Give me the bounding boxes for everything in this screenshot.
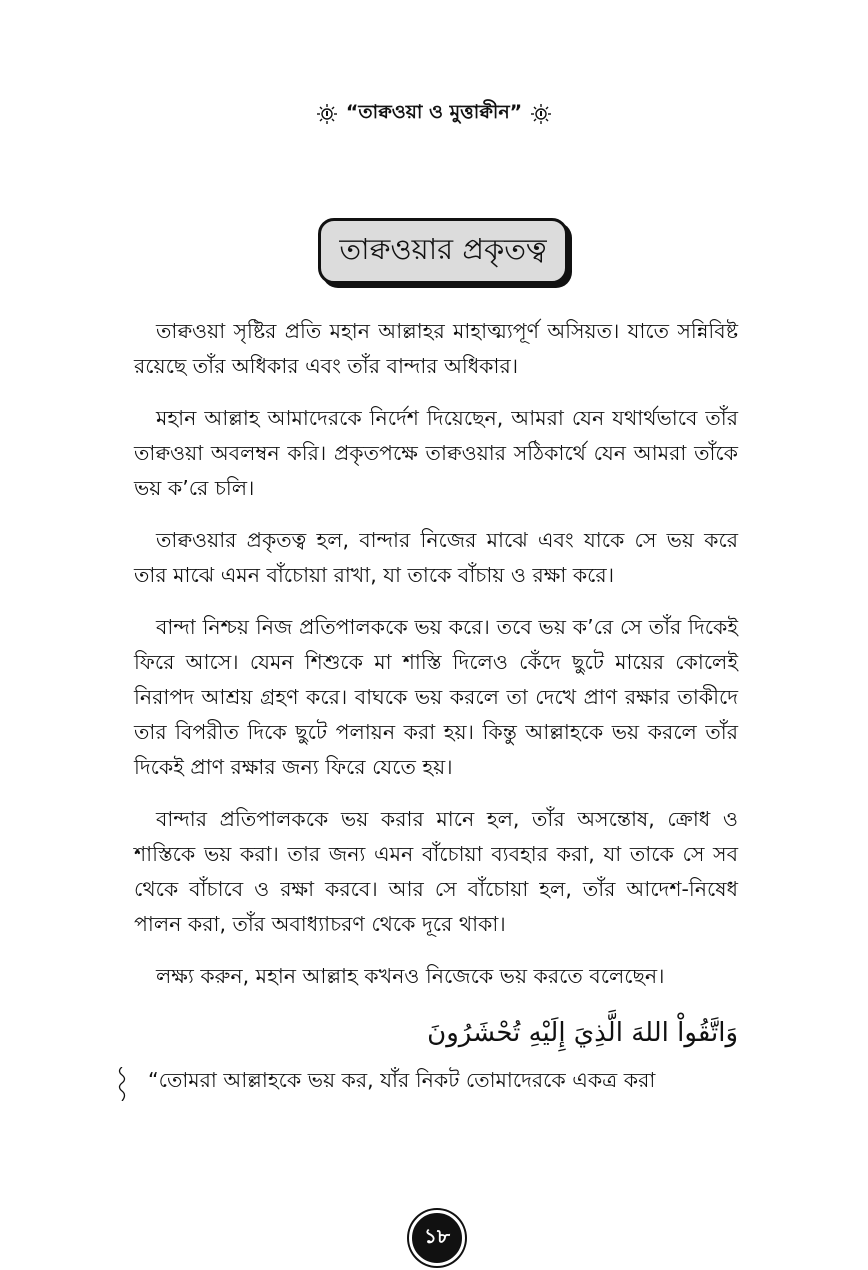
lightbulb-icon [316,103,338,125]
wavy-line-icon [116,1067,128,1101]
quote-start: “তোমরা আল্লাহকে ভয় কর, যাঁর নিকট তোমাদেরকে একত্র করা [148,1068,656,1092]
paragraph: তাক্বওয়া সৃষ্টির প্রতি মহান আল্লাহর মাহাত্ম্যপূর্ণ অসিয়ত। যাতে সন্নিবিষ্ট রয়েছে তাঁর অধিকার এবং তাঁর বান্দার অধিকার। [134,319,738,378]
running-header [0,98,868,130]
arabic-verse: وَاتَّقُواْ اللهَ الَّذِيَ إِلَيْهِ تُحْشَرُونَ [427,1018,738,1048]
paragraph: মহান আল্লাহ আমাদেরকে নির্দেশ দিয়েছেন, আমরা যেন যথার্থভাবে তাঁর তাক্বওয়া অবলম্বন করি। প্রকৃতপক্ষে তাক্বওয়ার সঠিকার্থে যেন আমরা তাঁকে ভয় ক’রে চলি। [134,406,738,500]
section-title: তাক্বওয়ার প্রকৃতত্ব [318,218,568,284]
paragraph: তাক্বওয়ার প্রকৃতত্ব হল, বান্দার নিজের মাঝে এবং যাকে সে ভয় করে তার মাঝে এমন বাঁচোয়া রাখা, যা তাকে বাঁচায় ও রক্ষা করে। [134,528,738,587]
paragraph: লক্ষ্য করুন, মহান আল্লাহ কখনও নিজেকে ভয় করতে বলেছেন। [156,964,665,988]
paragraph: বান্দার প্রতিপালককে ভয় করার মানে হল, তাঁর অসন্তোষ, ক্রোধ ও শাস্তিকে ভয় করা। তার জন্য এমন বাঁচোয়া ব্যবহার করা, যা তাকে সে সব থেকে বাঁচাবে ও রক্ষা করবে। আর সে বাঁচোয়া হল, তাঁর আদেশ-নিষেধ পালন করা, তাঁর অবাধ্যাচরণ থেকে দূরে থাকা। [134,807,738,936]
lightbulb-icon [530,103,552,125]
page-number: ১৮ [409,1210,465,1266]
body-text [134,314,738,1098]
running-title: “তাক্বওয়া ও মুত্তাক্বীন” [345,101,523,123]
quote-text [134,1063,738,1098]
paragraph: বান্দা নিশ্চয় নিজ প্রতিপালককে ভয় করে। তবে ভয় ক’রে সে তাঁর দিকেই ফিরে আসে। যেমন শিশুকে মা শাস্তি দিলেও কেঁদে ছুটে মায়ের কোলেই নিরাপদ আশ্রয় গ্রহণ করে। বাঘকে ভয় করলে তা দেখে প্রাণ রক্ষার তাকীদে তার বিপরীত দিকে ছুটে পলায়ন করা হয়। কিন্তু আল্লাহকে ভয় করলে তাঁর দিকেই প্রাণ রক্ষার জন্য ফিরে যেতে হয়। [134,615,738,779]
